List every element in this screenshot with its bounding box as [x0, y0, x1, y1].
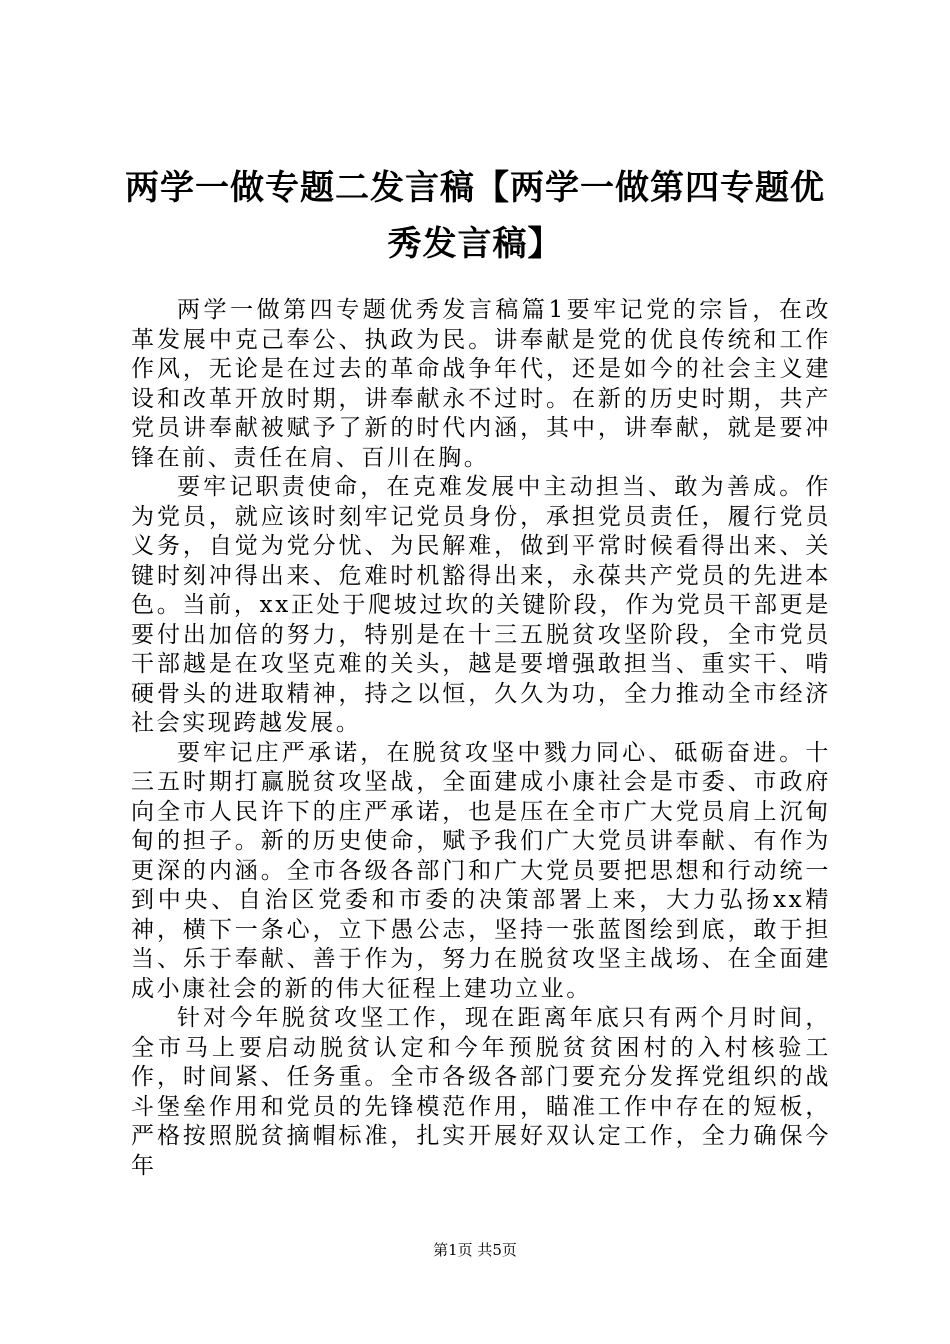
- paragraph-2: 要牢记职责使命，在克难发展中主动担当、敢为善成。作为党员，就应该时刻牢记党员身份，承担党员责任，履行党员义务，自觉为党分忧、为民解难，做到平常时候看得出来、关键时刻冲得出来、危难时机豁得出来，永葆共产党员的先进本色。当前，xx正处于爬坡过坎的关键阶段，作为党员干部更是要付出加倍的努力，特别是在十三五脱贫攻坚阶段，全市党员干部越是在攻坚克难的关头，越是要增强敢担当、重实干、啃硬骨头的进取精神，持之以恒，久久为功，全力推动全市经济社会实现跨越发展。: [131, 474, 831, 736]
- paragraph-3: 要牢记庄严承诺，在脱贫攻坚中戮力同心、砥砺奋进。十三五时期打赢脱贫攻坚战，全面建成小康社会是市委、市政府向全市人民许下的庄严承诺，也是压在全市广大党员肩上沉甸甸的担子。新的历史使命，赋予我们广大党员讲奉献、有作为更深的内涵。全市各级各部门和广大党员要把思想和行动统一到中央、自治区党委和市委的决策部署上来，大力弘扬xx精神，横下一条心，立下愚公志，坚持一张蓝图绘到底，敢于担当、乐于奉献、善于作为，努力在脱贫攻坚主战场、在全面建成小康社会的新的伟大征程上建功立业。: [131, 739, 831, 1002]
- document-body: [131, 296, 831, 1181]
- paragraph-4: 针对今年脱贫攻坚工作，现在距离年底只有两个月时间，全市马上要启动脱贫认定和今年预脱贫贫困村的入村核验工作，时间紧、任务重。全市各级各部门要充分发挥党组织的战斗堡垒作用和党员的先锋模范作用，瞄准工作中存在的短板，严格按照脱贫摘帽标准，扎实开展好双认定工作，全力确保今年: [131, 1005, 831, 1179]
- page-number: 第1页 共5页: [433, 1241, 517, 1259]
- paragraph-1: 两学一做第四专题优秀发言稿篇1要牢记党的宗旨，在改革发展中克己奉公、执政为民。讲奉献是党的优良传统和工作作风，无论是在过去的革命战争年代，还是如今的社会主义建设和改革开放时期，讲奉献永不过时。在新的历史时期，共产党员讲奉献被赋予了新的时代内涵，其中，讲奉献，就是要冲锋在前、责任在肩、百川在胸。: [131, 297, 831, 471]
- page-title: 两学一做专题二发言稿【两学一做第四专题优秀发言稿】: [125, 168, 825, 264]
